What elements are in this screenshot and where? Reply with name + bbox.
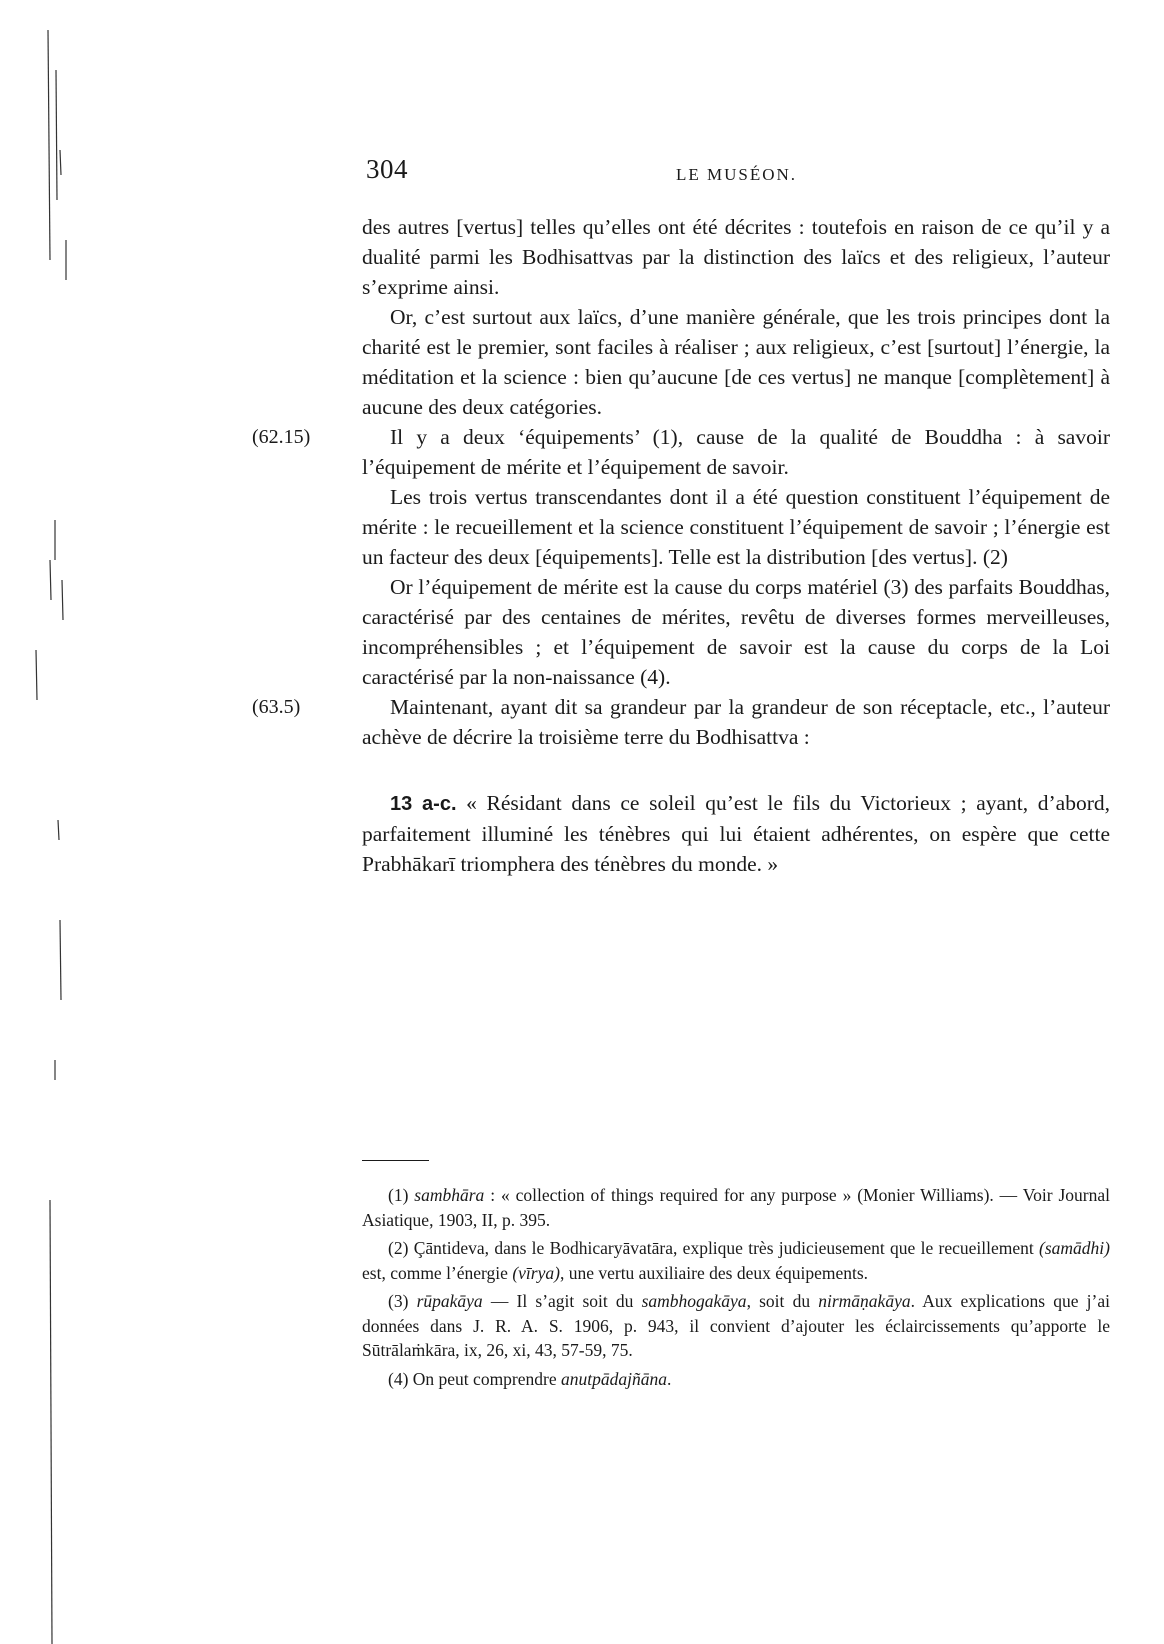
footnote-separator — [362, 1160, 429, 1161]
footnote-text: — Il s’agit soit du — [490, 1291, 634, 1311]
footnote-2 — [362, 1236, 1110, 1285]
paragraph: des autres [vertus] telles qu’elles ont été décrites : toutefois en raison de ce qu’il y a dualité parmi les Bodhisattvas par la distinction des laïcs et des religieux, l’auteur s’exprime ainsi. — [362, 215, 1110, 299]
footnote-text: (2) Çāntideva, dans le Bodhicaryāvatāra, explique très judicieusement que le recueillement — [388, 1238, 1034, 1258]
paragraph: Les trois vertus transcendantes dont il a été question constituent l’équipement de mérite : le recueillement et la science constituent l’équipement de savoir ; l’énergie est un facteur des deux [équipements]. Telle est la distribution [des vertus]. (2) — [362, 485, 1110, 569]
footnote-number: (3) — [388, 1291, 409, 1311]
paragraph: Or l’équipement de mérite est la cause du corps matériel (3) des parfaits Bouddhas, caractérisé par des centaines de mérites, revêtu de diverses formes merveilleuses, incompréhensibles ; et l’équipement de savoir est la cause du corps de la Loi caractérisé par la non-naissance (4). — [362, 575, 1110, 689]
verse-text: « Résidant dans ce soleil qu’est le fils du Victorieux ; ayant, d’abord, parfaitement illuminé les ténèbres qui lui étaient adhérentes, on espère que cette Prabhākarī triomphera des ténèbres du monde. » — [362, 791, 1111, 876]
footnote-text: (4) On peut comprendre — [388, 1368, 557, 1389]
footnote-term: anutpādajñāna — [561, 1368, 667, 1389]
footnote-text: : « collection of things required for any purpose » (Monier Williams). — Voir Journal Asiatique, 1903, II, p. 395. — [362, 1185, 1110, 1230]
paragraph: Or, c’est surtout aux laïcs, d’une manière générale, que les trois principes dont la charité est le premier, sont faciles à réaliser ; aux religieux, c’est [surtout] l’énergie, la méditation et la science : bien qu’aucune [de ces vertus] ne manque [complètement] à aucune des deux catégories. — [362, 305, 1110, 419]
footnote-text: , soit du — [746, 1291, 811, 1311]
scan-edge-artifacts — [0, 0, 80, 1644]
margin-reference: (62.15) — [252, 426, 311, 448]
footnote-1 — [362, 1183, 1110, 1232]
footnote-term: sambhogakāya — [641, 1291, 747, 1311]
footnote-term: sambhāra — [414, 1185, 485, 1205]
paragraph-text: Il y a deux ‘équipements’ (1), cause de la qualité de Bouddha : à savoir l’équipement de mérite et l’équipement de savoir. — [362, 425, 1110, 479]
footnotes — [362, 1183, 1110, 1395]
footnote-3 — [362, 1289, 1110, 1363]
footnote-text: . — [666, 1368, 672, 1389]
footnote-term: (vīrya) — [512, 1262, 560, 1283]
footnote-term: rūpakāya — [416, 1291, 483, 1311]
footnote-text: est, comme l’énergie — [362, 1262, 508, 1283]
verse-paragraph — [362, 788, 1110, 879]
page-header — [366, 148, 1111, 192]
paragraph — [252, 692, 1110, 752]
margin-reference: (63.5) — [252, 696, 301, 718]
verse-number: 13 a-c. — [390, 793, 457, 815]
footnote-4 — [362, 1367, 1110, 1392]
page-number: 304 — [366, 154, 408, 184]
footnote-text: , une vertu auxiliaire des deux équipements. — [559, 1262, 869, 1283]
paragraph — [252, 422, 1110, 482]
footnote-term: nirmāṇakāya — [818, 1291, 911, 1311]
footnote-number: (1) — [388, 1185, 409, 1205]
main-text — [252, 212, 1111, 879]
footnote-term: (samādhi) — [1039, 1238, 1110, 1258]
running-title: LE MUSÉON. — [676, 165, 798, 184]
paragraph-text: Maintenant, ayant dit sa grandeur par la grandeur de son réceptacle, etc., l’auteur achève de décrire la troisième terre du Bodhisattva : — [362, 695, 1110, 749]
footnote-text: . Aux explications que j’ai données dans J. R. A. S. 1906, p. 943, il convient d’ajouter les éclaircissements qu’apporte le Sūtrālaṁkāra, ix, 26, xi, 43, 57-59, 75. — [362, 1291, 1110, 1360]
